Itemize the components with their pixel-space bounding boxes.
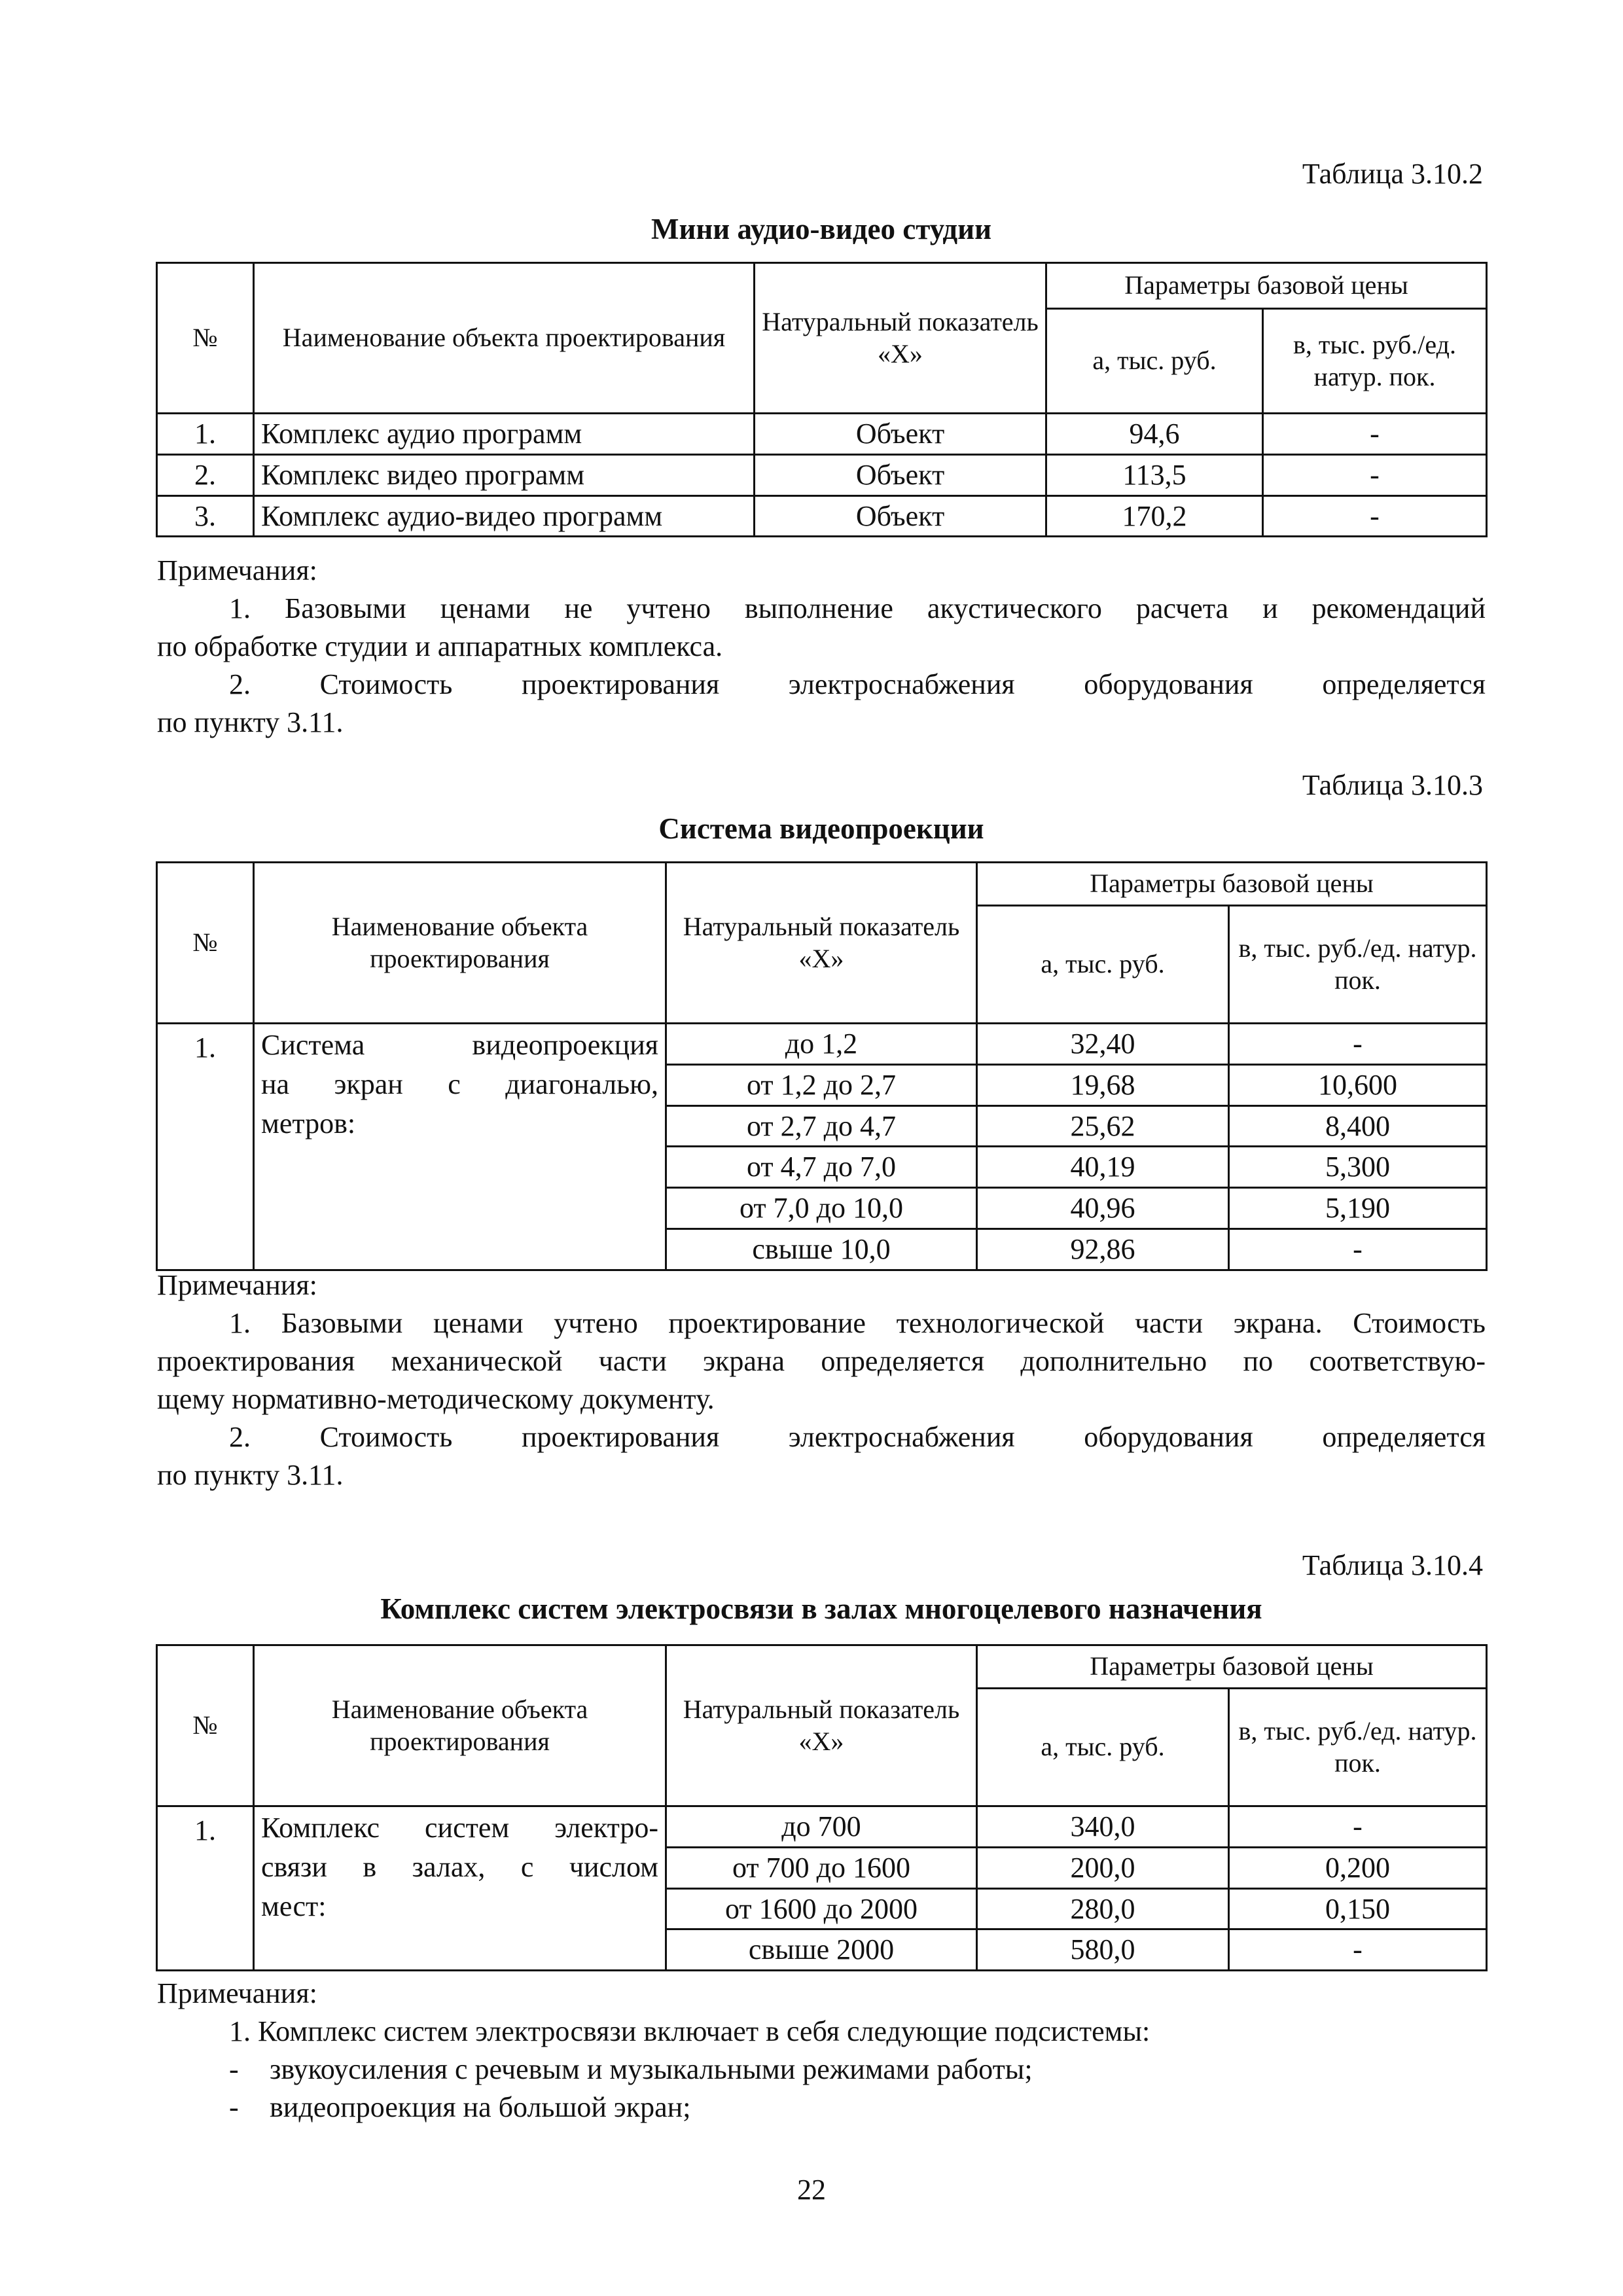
header-b: в, тыс. руб./ед. натур. пок.: [1263, 309, 1487, 414]
cell-num: 1.: [157, 414, 254, 455]
name-line: на экран с диагональю,: [261, 1067, 658, 1100]
table-title: Комплекс систем электросвязи в залах многоцелевого назначения: [380, 1592, 1262, 1625]
header-a: а, тыс. руб.: [977, 906, 1229, 1024]
notes-label: Примечания:: [157, 554, 317, 586]
table-row: [157, 414, 1487, 455]
cell-b: 8,400: [1229, 1105, 1487, 1147]
price-table-3-10-3: [156, 861, 1488, 1271]
cell-b: 10,600: [1229, 1064, 1487, 1105]
cell-name: [254, 1806, 666, 1971]
cell-b: 5,190: [1229, 1188, 1487, 1229]
table-caption: Таблица 3.10.3: [1302, 769, 1483, 801]
cell-indicator: Объект: [755, 495, 1046, 537]
cell-a: 200,0: [977, 1847, 1229, 1888]
cell-a: 113,5: [1046, 454, 1263, 495]
bullet-text: звукоусиления с речевым и музыкальными режимами работы;: [270, 2053, 1033, 2085]
cell-name: [254, 1024, 666, 1270]
header-name: Наименование объекта проектирования: [254, 863, 666, 1024]
header-b: в, тыс. руб./ед. натур. пок.: [1229, 1689, 1487, 1806]
table-caption: Таблица 3.10.4: [1302, 1549, 1483, 1581]
cell-a: 32,40: [977, 1024, 1229, 1065]
cell-a: 340,0: [977, 1806, 1229, 1848]
name-line: Комплекс систем электро-: [261, 1812, 658, 1844]
cell-indicator: от 700 до 1600: [666, 1847, 977, 1888]
cell-a: 40,96: [977, 1188, 1229, 1229]
note-line: по обработке студии и аппаратных комплекса.: [157, 630, 723, 662]
header-b: в, тыс. руб./ед. натур. пок.: [1229, 906, 1487, 1024]
table-row: [157, 1024, 1487, 1065]
cell-b: -: [1229, 1806, 1487, 1848]
cell-b: -: [1263, 495, 1487, 537]
cell-num: 3.: [157, 495, 254, 537]
table-title: Мини аудио-видео студии: [651, 213, 992, 245]
note-line: 2. Стоимость проектирования электроснабжения оборудования определяется: [229, 1421, 1486, 1453]
cell-b: 0,200: [1229, 1847, 1487, 1888]
cell-b: 5,300: [1229, 1147, 1487, 1188]
cell-num: 1.: [157, 1806, 254, 1971]
note-line: щему нормативно-методическому документу.: [157, 1383, 715, 1415]
cell-indicator: до 1,2: [666, 1024, 977, 1065]
notes-label: Примечания:: [157, 1977, 317, 2009]
header-params: Параметры базовой цены: [977, 1645, 1487, 1689]
note-line: 1. Базовыми ценами не учтено выполнение акустического расчета и рекомендаций: [229, 592, 1486, 624]
name-line: мест:: [261, 1890, 327, 1922]
header-indicator: Натуральный показатель «Х»: [666, 1645, 977, 1806]
cell-b: -: [1229, 1229, 1487, 1270]
header-params: Параметры базовой цены: [1046, 263, 1487, 309]
cell-b: -: [1229, 1024, 1487, 1065]
cell-b: 0,150: [1229, 1888, 1487, 1929]
bullet-dash: -: [229, 2091, 239, 2123]
cell-a: 19,68: [977, 1064, 1229, 1105]
header-num: №: [157, 263, 254, 414]
cell-indicator: Объект: [755, 454, 1046, 495]
price-table-3-10-4: [156, 1644, 1488, 1971]
note-line: проектирования механической части экрана определяется дополнительно по соответствую-: [157, 1345, 1486, 1377]
header-name: Наименование объекта проектирования: [254, 1645, 666, 1806]
cell-indicator: от 2,7 до 4,7: [666, 1105, 977, 1147]
cell-a: 170,2: [1046, 495, 1263, 537]
header-num: №: [157, 863, 254, 1024]
note-line: 1. Комплекс систем электросвязи включает в себя следующие подсистемы:: [229, 2015, 1150, 2047]
name-line: метров:: [261, 1107, 356, 1139]
cell-a: 94,6: [1046, 414, 1263, 455]
note-line: 1. Базовыми ценами учтено проектирование технологической части экрана. Стоимость: [229, 1307, 1486, 1339]
cell-indicator: свыше 2000: [666, 1929, 977, 1971]
header-params: Параметры базовой цены: [977, 863, 1487, 906]
cell-indicator: Объект: [755, 414, 1046, 455]
bullet-item: [229, 2050, 1033, 2089]
page-number: 22: [797, 2174, 826, 2206]
header-a: а, тыс. руб.: [977, 1689, 1229, 1806]
table-row: [157, 495, 1487, 537]
table-caption: Таблица 3.10.2: [1302, 158, 1483, 190]
header-indicator: Натуральный показатель «Х»: [666, 863, 977, 1024]
cell-b: -: [1263, 414, 1487, 455]
cell-indicator: от 1600 до 2000: [666, 1888, 977, 1929]
bullet-item: [229, 2088, 690, 2127]
cell-indicator: от 1,2 до 2,7: [666, 1064, 977, 1105]
cell-indicator: свыше 10,0: [666, 1229, 977, 1270]
cell-a: 580,0: [977, 1929, 1229, 1971]
table-row: [157, 454, 1487, 495]
header-a: а, тыс. руб.: [1046, 309, 1263, 414]
cell-a: 92,86: [977, 1229, 1229, 1270]
cell-name: Комплекс аудио программ: [254, 414, 755, 455]
table-title: Система видеопроекции: [658, 812, 984, 845]
cell-a: 25,62: [977, 1105, 1229, 1147]
cell-num: 2.: [157, 454, 254, 495]
table-row: [157, 1806, 1487, 1848]
cell-a: 280,0: [977, 1888, 1229, 1929]
name-line: Система видеопроекция: [261, 1029, 658, 1061]
notes-label: Примечания:: [157, 1269, 317, 1301]
header-name: Наименование объекта проектирования: [254, 263, 755, 414]
price-table-3-10-2: [156, 262, 1488, 537]
cell-indicator: от 4,7 до 7,0: [666, 1147, 977, 1188]
cell-b: -: [1263, 454, 1487, 495]
note-line: 2. Стоимость проектирования электроснабжения оборудования определяется: [229, 668, 1486, 700]
header-indicator: Натуральный показатель «Х»: [755, 263, 1046, 414]
cell-name: Комплекс аудио-видео программ: [254, 495, 755, 537]
cell-b: -: [1229, 1929, 1487, 1971]
cell-indicator: от 7,0 до 10,0: [666, 1188, 977, 1229]
cell-name: Комплекс видео программ: [254, 454, 755, 495]
cell-num: 1.: [157, 1024, 254, 1270]
note-line: по пункту 3.11.: [157, 1459, 344, 1491]
bullet-dash: -: [229, 2053, 239, 2085]
header-num: №: [157, 1645, 254, 1806]
bullet-text: видеопроекция на большой экран;: [270, 2091, 691, 2123]
note-line: по пункту 3.11.: [157, 706, 344, 738]
cell-a: 40,19: [977, 1147, 1229, 1188]
name-line: связи в залах, с числом: [261, 1850, 658, 1883]
cell-indicator: до 700: [666, 1806, 977, 1848]
